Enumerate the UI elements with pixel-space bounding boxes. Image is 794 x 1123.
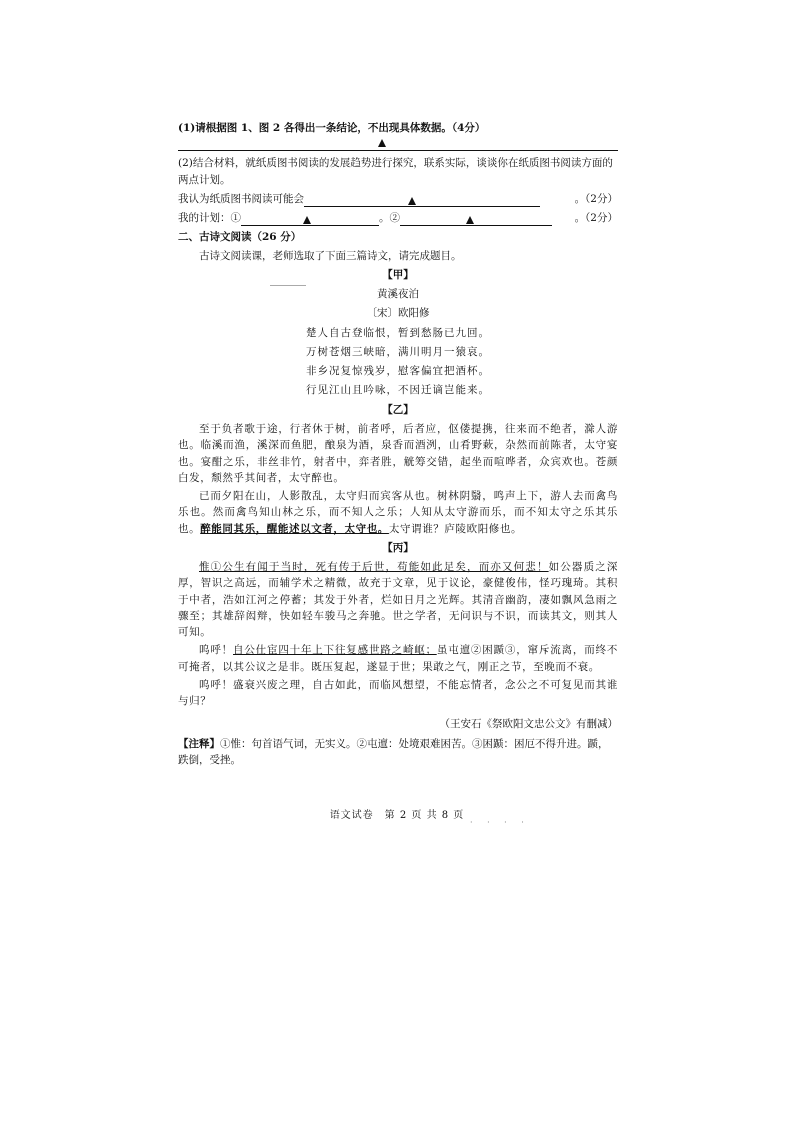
answer-row-2 bbox=[178, 210, 618, 226]
answer-row-1-score: 。（2分） bbox=[574, 192, 618, 205]
section-2-intro: 古诗文阅读课，老师选取了下面三篇诗文，请完成题目。 bbox=[199, 249, 462, 262]
triangle-marker-icon bbox=[408, 197, 416, 205]
triangle-marker-icon bbox=[378, 139, 386, 147]
answer-row-2-score: 。（2分） bbox=[574, 212, 618, 225]
poem-line: 非乡况复惊残岁，慰客偏宜把酒杯。 bbox=[306, 365, 490, 378]
yi-paragraph-2 bbox=[178, 488, 618, 537]
bing-paragraph-2-text: 虽屯邅②困踬③，窜斥流离，而终不可掩者，以其公议之是非。既压复起，遂显于世；果敢之气，刚正之节，至晚而不衰。 bbox=[178, 644, 618, 673]
bing-paragraph-2-start: 呜呼！ bbox=[199, 644, 233, 657]
yi-paragraph-1: 至于负者歌于途，行者休于树，前者呼，后者应，伛偻提携，往来而不绝者，滁人游也。临溪而渔，溪深而鱼肥，酿泉为酒，泉香而酒洌，山肴野蔌，杂然而前陈者，太守宴也。宴酣之乐，非丝非竹，射者中，弈者胜，觥筹交错，起坐而喧哗者，众宾欢也。苍颜白发，颓然乎其间者，太守醉也。 bbox=[178, 422, 618, 484]
section-2-title: 二、古诗文阅读（26 分） bbox=[178, 231, 302, 244]
bing-paragraph-2 bbox=[178, 642, 618, 675]
label-yi: 【乙】 bbox=[382, 403, 414, 416]
answer-blank-trend[interactable] bbox=[304, 195, 540, 207]
yi-underlined-sentence: 醉能同其乐，醒能述以文者，太守也。 bbox=[200, 522, 389, 535]
poem-author: 〔宋〕欧阳修 bbox=[366, 307, 430, 320]
answer-blank-plan-2[interactable] bbox=[400, 214, 552, 226]
question-1: (1)请根据图 1、图 2 各得出一条结论，不出现具体数据。（4分） bbox=[178, 122, 486, 134]
bing-paragraph-3: 呜呼！盛衰兴废之理，自古如此，而临风想望，不能忘情者，念公之不可复见而其谁与归？ bbox=[178, 678, 618, 708]
yi-paragraph-2-end: 太守谓谁？庐陵欧阳修也。 bbox=[388, 522, 523, 535]
answer-row-1-label: 我认为纸质图书阅读可能会 bbox=[178, 192, 304, 205]
notes bbox=[178, 736, 618, 769]
question-2: (2)结合材料，就纸质图书阅读的发展趋势进行探究，联系实际，谈谈你在纸质图书阅读方面的两点计划。 bbox=[178, 157, 613, 186]
bing-attribution: （王安石《祭欧阳文忠公文》有删减） bbox=[439, 717, 618, 730]
poem-line: 楚人自古登临恨，暂到愁肠已九回。 bbox=[306, 326, 490, 339]
answer-row-2-mid: 。② bbox=[379, 212, 400, 225]
exam-page bbox=[178, 120, 618, 772]
notes-label: 【注释】 bbox=[178, 737, 220, 750]
poem-title: 黄溪夜泊 bbox=[377, 288, 419, 301]
label-bing: 【丙】 bbox=[382, 541, 414, 554]
bing-paragraph-1 bbox=[178, 559, 618, 640]
answer-line-1[interactable] bbox=[178, 138, 618, 151]
triangle-marker-icon bbox=[466, 216, 474, 224]
page-footer: 语文试卷 第 2 页 共 8 页 bbox=[329, 810, 465, 821]
bing-underlined-sentence-2: 自公仕宦四十年上下往复感世路之崎岖； bbox=[233, 644, 437, 657]
notes-text: ①惟：句首语气词，无实义。②屯邅：处境艰难困苦。③困踬：困厄不得升进。踬，跌倒，受挫。 bbox=[178, 737, 609, 767]
label-jia: 【甲】 bbox=[382, 268, 414, 281]
yi-paragraph-2-text: 已而夕阳在山，人影散乱，太守归而宾客从也。树林阴翳，鸣声上下，游人去而禽鸟乐也。然而禽鸟知山林之乐，而不知人之乐；人知从太守游而乐，而不知太守之乐其乐也。 bbox=[178, 490, 618, 535]
answer-row-2-label: 我的计划：① bbox=[178, 212, 241, 225]
bing-underlined-sentence-1: 惟①公生有闻于当时，死有传于后世，苟能如此足矣，而亦又何悲！ bbox=[199, 561, 549, 574]
poem-line: 行见江山且吟咏，不因迁谪岂能来。 bbox=[306, 384, 490, 397]
bing-paragraph-1-text: 如公器质之深厚，智识之高远，而辅学术之精微，故充于文章，见于议论，豪健俊伟，怪巧瑰琦。其积于中者，浩如江河之停蓄；其发于外者，烂如日月之光辉。其清音幽韵，凄如飘风急雨之骤至；其雄辞闳辩，快如轻车骏马之奔驰。世之学者，无问识与不识，而读其文，则其人可知。 bbox=[178, 561, 618, 639]
answer-row-1 bbox=[178, 191, 618, 207]
poem-line: 万树苍烟三峡暗，满川明月一猿哀。 bbox=[306, 345, 490, 358]
triangle-marker-icon bbox=[303, 216, 311, 224]
scan-noise: · · · · bbox=[470, 818, 530, 827]
answer-blank-plan-1[interactable] bbox=[241, 214, 379, 226]
